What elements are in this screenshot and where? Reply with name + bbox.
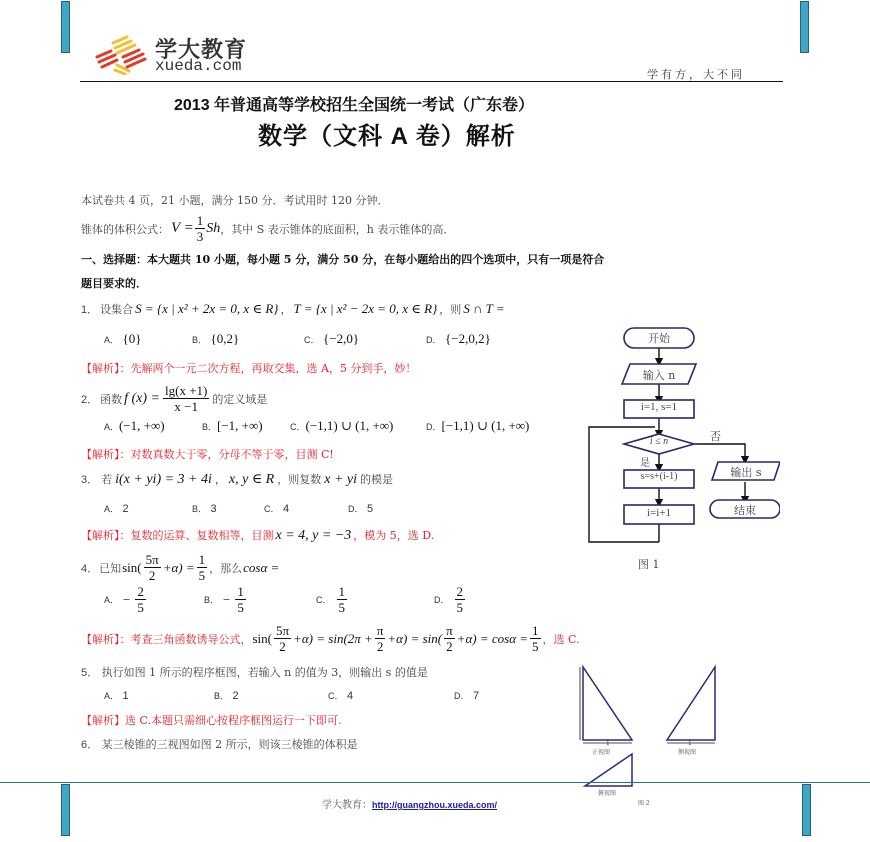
bottom-right-bar (802, 784, 811, 836)
q2-option-c[interactable]: C．(−1,1) ∪ (1, +∞) (290, 418, 394, 433)
three-view-drawing (570, 660, 740, 810)
intro-line: 本试卷共 4 页，21 小题，满分 150 分．考试用时 120 分钟． (81, 194, 389, 207)
top-right-bar (800, 1, 809, 53)
q4-option-b[interactable]: B． − $\frac{1}{5}$ (204, 584, 244, 615)
q5-text: 执行如图 1 所示的程序框图，若输入 n 的值为 3，则输出 s 的值是 (101, 666, 428, 679)
q1-number: 1． (81, 304, 99, 316)
q6-number: 6． (81, 739, 99, 751)
section-heading: 一、选择题：本大题共 10 小题，每小题 5 分，满分 50 分，在每小题给出的四个选项中，只有一项是符合 (81, 253, 605, 266)
logo-text-cn: 学大教育 (155, 37, 248, 62)
q4-an-f1d: 2 (279, 639, 286, 654)
q4-analysis-b: ，选 C. (542, 632, 580, 646)
formula-lhs: V = (171, 220, 194, 236)
q4-an-f4d: 5 (532, 639, 539, 654)
flow-input: 输入 n (642, 369, 676, 382)
formula-suffix: ，其中 S 表示锥体的底面积，h 表示锥体的高． (220, 222, 455, 236)
q3-analysis-b: ，模为 5，选 D. (353, 529, 435, 542)
footer (322, 796, 497, 811)
formula-num: 1 (196, 213, 204, 228)
q4a-den: 5 (137, 600, 144, 615)
q1-text-a: 设集合 (100, 303, 134, 316)
q5-option-b[interactable]: B． 2 (214, 690, 239, 702)
q3-text-b: ，则复数 (277, 473, 322, 486)
q3-option-c[interactable]: C． 4 (264, 503, 290, 515)
q4d-num: 2 (456, 584, 463, 599)
front-view-label: 正视图 (592, 749, 611, 756)
top-left-bar (61, 1, 70, 53)
q4-math-a: sin( (122, 559, 142, 575)
q1-option-d[interactable]: D． {−2,0,2} (426, 331, 491, 346)
q2-frac-den: x −1 (174, 399, 198, 414)
formula-line (81, 214, 454, 243)
q4-math-c: cosα = (243, 559, 280, 575)
q4-number: 4． (81, 562, 99, 575)
question-1 (81, 301, 505, 317)
q4-an-f2n: π (376, 623, 384, 638)
question-6 (81, 736, 358, 752)
q2-option-b[interactable]: B．[−1, +∞) (202, 418, 263, 433)
side-view-label: 侧视图 (678, 749, 697, 756)
q4-an-f1n: 5π (276, 623, 290, 638)
q4d-den: 5 (456, 600, 463, 615)
formula-rhs: Sh (206, 220, 221, 236)
top-view-label: 俯视图 (598, 790, 617, 797)
q3-sep: ， (214, 473, 226, 486)
footer-link[interactable]: http://guangzhou.xueda.com/ (372, 800, 497, 810)
q1-sep: ， (280, 303, 292, 316)
q4-text-b: ，那么 (209, 561, 243, 575)
q4-an-m3: +α) = sin( (387, 630, 443, 646)
q1-math-c: S ∩ T = (463, 301, 505, 316)
flowchart (580, 320, 780, 580)
q4a-num: 2 (137, 584, 144, 599)
q4-an-f3d: 2 (446, 639, 453, 654)
q4b-den: 5 (237, 600, 244, 615)
q2-fraction (163, 384, 209, 413)
flow-condition: i ≤ n (649, 436, 669, 447)
flow-end: 结束 (734, 504, 756, 517)
q2-math-a: f (x) = (124, 390, 160, 406)
q2-option-a[interactable]: A．(−1, +∞) (104, 418, 165, 433)
q3-analysis (81, 527, 434, 544)
flow-yes-label: 是 (640, 458, 650, 469)
q4-frac2-num: 1 (198, 552, 206, 567)
dim-2: 1 (688, 740, 692, 747)
logo-icon (93, 35, 153, 75)
q4-an-f4n: 1 (532, 623, 539, 638)
q3-option-a[interactable]: A． 2 (104, 503, 129, 515)
q4c-den: 5 (338, 600, 345, 615)
q4-frac2-den: 5 (198, 568, 206, 583)
q3-math-c: x + yi (324, 472, 357, 487)
q4-an-m4: +α) = cosα = (456, 630, 529, 646)
bottom-left-bar (61, 784, 70, 836)
q4-frac-num: 5π (145, 552, 159, 567)
footer-rule (0, 782, 870, 783)
q1-math-a: S = {x | x² + 2x = 0, x ∈ R} (135, 301, 279, 316)
q2-text-a: 函数 (100, 392, 123, 406)
flow-init: i=1, s=1 (640, 401, 678, 413)
q1-option-b[interactable]: B． {0,2} (192, 331, 240, 346)
q4-an-f2d: 2 (376, 639, 384, 654)
q2-option-d[interactable]: D．[−1,1) ∪ (1, +∞) (426, 418, 530, 433)
q5-option-d[interactable]: D． 7 (454, 690, 480, 702)
flow-step1: s=s+(i-1) (640, 471, 678, 482)
q4-frac-den: 2 (148, 568, 156, 583)
q1-math-b: T = {x | x² − 2x = 0, x ∈ R} (293, 301, 438, 316)
flow-start: 开始 (648, 332, 670, 345)
footer-brand: 学大教育： (322, 800, 372, 811)
section-heading-cont: 题目要求的． (81, 277, 147, 290)
figure-1-caption: 图 1 (638, 558, 660, 571)
flow-no-label: 否 (710, 430, 721, 443)
doc-title: 数学（文科 A 卷）解析 (258, 123, 516, 150)
question-3 (81, 471, 393, 488)
q2-analysis: 【解析】：对数真数大于零，分母不等于零，目测 C! (81, 448, 334, 461)
q1-option-a[interactable]: A． {0} (104, 331, 142, 346)
q3-option-b[interactable]: B． 3 (192, 503, 217, 515)
q3-number: 3． (81, 474, 99, 486)
q4-analysis-a: 【解析】：考查三角函数诱导公式， (81, 632, 252, 646)
q4-an-m1: sin( (252, 630, 272, 646)
side-view (667, 667, 715, 740)
q4-option-a[interactable]: A． − $\frac{2}{5}$ (104, 584, 144, 615)
q3-option-d[interactable]: D． 5 (348, 503, 374, 515)
q4-options (104, 585, 584, 613)
formula-prefix: 锥体的体积公式： (81, 222, 169, 236)
formula-den: 3 (196, 229, 204, 244)
question-4 (81, 553, 279, 582)
figure-2 (570, 660, 740, 810)
flow-output: 输出 s (730, 466, 762, 479)
figure-2-caption: 图 2 (638, 800, 650, 807)
header-slogan: 学有方，大不同 (647, 68, 745, 81)
question-2 (81, 384, 267, 413)
q5-option-a[interactable]: A． 1 (104, 690, 129, 702)
q4-fraction-2 (197, 553, 208, 582)
flow-step2: i=i+1 (646, 507, 672, 519)
q2-text-b: 的定义域是 (212, 392, 268, 406)
q4b-num: 1 (237, 584, 244, 599)
q1-option-c[interactable]: C． {−2,0} (304, 331, 360, 346)
q4-analysis (81, 624, 580, 653)
q5-analysis: 【解析】选 C.本题只需细心按程序框图运行一下即可. (81, 714, 342, 727)
q3-analysis-math: x = 4, y = −3 (275, 528, 352, 543)
front-view (583, 667, 632, 740)
q4-an-f3n: π (446, 623, 453, 638)
q3-analysis-a: 【解析】：复数的运算、复数相等，目测 (81, 529, 274, 542)
dim-1: 1 (606, 740, 610, 747)
logo (93, 33, 313, 78)
q4c-num: 1 (338, 584, 345, 599)
q4-option-d[interactable]: D． $\frac{2}{5}$ (434, 584, 463, 615)
q5-option-c[interactable]: C． 4 (328, 690, 354, 702)
q3-text-a: 若 (101, 473, 113, 486)
q5-number: 5． (81, 667, 99, 679)
q3-text-c: 的模是 (360, 473, 393, 486)
question-5 (81, 664, 428, 680)
q6-text: 某三棱锥的三视图如图 2 所示，则该三棱锥的体积是 (101, 738, 358, 751)
q3-math-b: x, y ∈ R (228, 472, 275, 487)
q1-text-b: ，则 (439, 303, 462, 316)
q2-number: 2． (81, 393, 99, 406)
q4-math-b: +α) = (162, 559, 195, 575)
q3-math-a: i(x + yi) = 3 + 4i (115, 472, 212, 487)
header-rule (80, 81, 783, 82)
exam-title: 2013 年普通高等学校招生全国统一考试（广东卷） (174, 97, 535, 114)
formula-fraction (195, 214, 206, 243)
flowchart-lines (580, 320, 780, 580)
q1-analysis: 【解析】：先解两个一元二次方程，再取交集，选 A，5 分到手，妙！ (81, 362, 417, 375)
q4-text-a: 已知 (99, 561, 122, 575)
q4-option-c[interactable]: C． $\frac{1}{5}$ (316, 584, 345, 615)
q4-an-m2: +α) = sin(2π + (293, 630, 373, 646)
logo-text-en: xueda.com (155, 57, 242, 75)
q4-fraction-1 (144, 553, 161, 582)
q2-frac-num: lg(x +1) (165, 383, 208, 398)
